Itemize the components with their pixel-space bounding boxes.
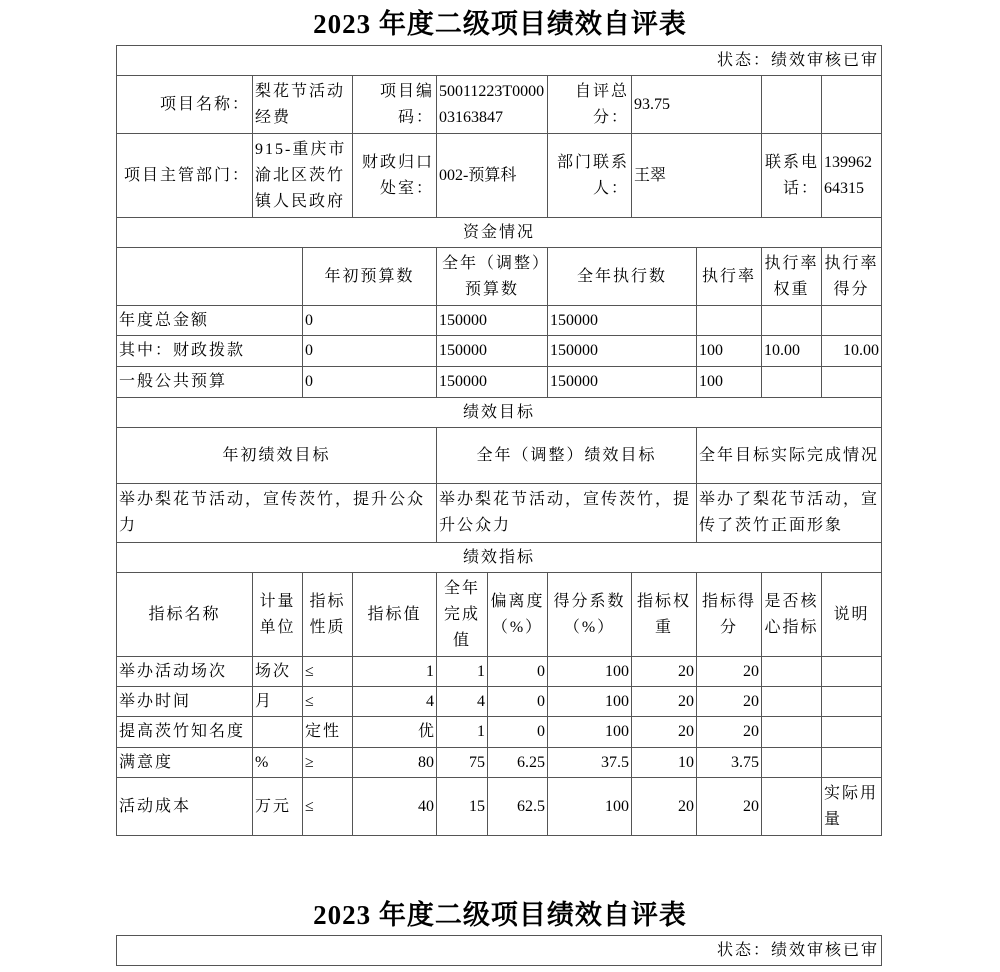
indicator-cell-text: 20 — [743, 797, 759, 815]
funding-header-text: 全年（调整）预算数 — [441, 254, 542, 298]
code-value-text: 50011223T000003163847 — [439, 82, 545, 126]
section-title-funding — [116, 217, 882, 248]
target-header — [696, 427, 882, 484]
code-value — [436, 75, 548, 134]
finance-value-text: 002-预算科 — [439, 166, 517, 184]
indicator-header-text: 全年完成值 — [443, 579, 480, 649]
indicator-cell — [252, 656, 303, 687]
funding-header-text: 年初预算数 — [324, 267, 415, 285]
indicator-cell — [302, 716, 353, 748]
indicator-cell — [252, 777, 303, 836]
indicator-cell-text: 月 — [255, 692, 274, 710]
indicator-header-text: 指标权重 — [636, 592, 691, 636]
finance-label-text: 财政归口处室： — [361, 153, 434, 197]
funding-header-text: 执行率 — [701, 267, 756, 285]
funding-header — [436, 247, 548, 306]
indicator-cell-text: 6.25 — [517, 753, 545, 771]
target-header-text: 全年（调整）绩效目标 — [476, 446, 657, 464]
indicator-header — [631, 572, 697, 657]
indicator-cell-text: 20 — [678, 692, 694, 710]
target-value — [696, 483, 882, 543]
indicator-cell — [302, 686, 353, 717]
indicator-cell-text: 4 — [426, 692, 434, 710]
target-header-text: 年初绩效目标 — [222, 446, 331, 464]
funding-cell-text: 一般公共预算 — [119, 373, 228, 390]
indicator-cell — [761, 716, 822, 748]
indicator-header — [547, 572, 632, 657]
funding-cell — [302, 366, 437, 398]
indicator-cell-text: 场次 — [255, 662, 292, 680]
funding-cell-text: 150000 — [550, 311, 598, 329]
indicator-cell — [547, 686, 632, 717]
funding-cell-text: 年度总金额 — [119, 311, 210, 329]
indicator-cell-text: 100 — [605, 692, 629, 710]
funding-header-text: 执行率权重 — [764, 254, 819, 298]
indicator-header — [252, 572, 303, 657]
indicator-cell-text: 3.75 — [731, 753, 759, 771]
indicator-cell — [631, 686, 697, 717]
section-title-indicators-text: 绩效指标 — [462, 548, 535, 566]
indicator-cell — [696, 686, 762, 717]
indicator-cell-text: 1 — [426, 662, 434, 680]
phone-value-text: 13996264315 — [824, 153, 872, 197]
indicator-header — [116, 572, 253, 657]
funding-cell — [696, 366, 762, 398]
target-value-text: 举办了梨花节活动，宣传了茨竹正面形象 — [699, 491, 880, 534]
funding-cell-text: 10.00 — [764, 342, 800, 359]
indicator-cell — [252, 686, 303, 717]
indicator-cell-text: 20 — [743, 723, 759, 740]
code-label-text: 项目编码： — [379, 82, 434, 126]
target-header — [436, 427, 697, 484]
indicator-cell-text: 20 — [678, 723, 694, 740]
indicator-cell — [436, 656, 488, 687]
indicator-cell-text: ≤ — [305, 662, 316, 680]
indicator-cell-text: ≤ — [305, 692, 316, 710]
indicator-cell — [631, 656, 697, 687]
status-text-text: 状态：绩效审核已审 — [716, 51, 879, 69]
funding-cell-text: 0 — [305, 342, 313, 359]
indicator-header-text: 得分系数（%） — [553, 592, 626, 636]
indicator-cell-text: 100 — [605, 662, 629, 680]
finance-value — [436, 133, 548, 218]
target-value — [436, 483, 697, 543]
indicator-cell — [547, 716, 632, 748]
indicator-cell — [436, 747, 488, 778]
indicator-header-text: 是否核心指标 — [764, 592, 819, 636]
funding-cell — [761, 366, 822, 398]
indicator-cell-text: 举办时间 — [119, 692, 192, 710]
indicator-cell — [352, 686, 437, 717]
indicator-header — [487, 572, 548, 657]
indicator-cell-text: ≤ — [305, 797, 316, 815]
indicator-cell — [761, 686, 822, 717]
indicator-cell — [821, 716, 882, 748]
page-title: 2023 年度二级项目绩效自评表 — [313, 9, 687, 39]
section-title-targets — [116, 397, 882, 428]
indicator-cell-text: % — [255, 753, 271, 771]
indicator-cell — [116, 747, 253, 778]
indicator-cell-text: ≥ — [305, 753, 316, 771]
section-title-targets-text: 绩效目标 — [462, 403, 535, 421]
funding-header — [302, 247, 437, 306]
phone-value — [821, 133, 882, 218]
target-value-text: 举办梨花节活动，宣传茨竹，提升公众力 — [119, 491, 426, 534]
indicator-cell — [352, 777, 437, 836]
indicator-cell-text: 1 — [477, 662, 485, 680]
funding-cell-text: 150000 — [439, 311, 487, 329]
indicator-cell — [436, 777, 488, 836]
funding-header — [547, 247, 697, 306]
indicator-cell — [761, 656, 822, 687]
funding-cell — [116, 366, 303, 398]
status-text — [116, 45, 882, 76]
funding-header-text: 执行率得分 — [824, 254, 879, 298]
indicator-cell — [352, 747, 437, 778]
indicator-cell-text: 1 — [477, 723, 485, 740]
funding-cell-text: 100 — [699, 373, 723, 390]
indicator-cell-text: 提高茨竹知名度 — [119, 723, 246, 740]
indicator-cell-text: 15 — [469, 797, 485, 815]
funding-cell-text: 10.00 — [843, 342, 879, 359]
indicator-header — [696, 572, 762, 657]
indicator-cell-text: 活动成本 — [119, 797, 192, 815]
indicator-cell — [252, 716, 303, 748]
funding-cell — [696, 335, 762, 367]
funding-header-text: 全年执行数 — [576, 267, 667, 285]
indicator-cell — [761, 747, 822, 778]
dept-label — [116, 133, 253, 218]
indicator-cell — [631, 777, 697, 836]
indicator-header-text: 指标值 — [367, 605, 422, 623]
target-value-text: 举办梨花节活动，宣传茨竹，提升公众力 — [439, 491, 692, 534]
indicator-header — [761, 572, 822, 657]
section-title-indicators — [116, 542, 882, 573]
indicator-cell-text: 满意度 — [119, 753, 174, 771]
funding-cell — [547, 366, 697, 398]
contact-value — [631, 133, 762, 218]
dept-label-text: 项目主管部门： — [123, 166, 250, 184]
funding-cell — [696, 305, 762, 336]
code-label — [352, 75, 437, 134]
score-value — [631, 75, 762, 134]
indicator-cell — [352, 656, 437, 687]
indicator-cell — [252, 747, 303, 778]
indicator-header-text: 偏离度（%） — [490, 592, 545, 636]
funding-cell — [547, 335, 697, 367]
phone-label-text: 联系电话： — [764, 153, 819, 197]
indicator-cell — [631, 716, 697, 748]
indicator-header-text: 指标得分 — [701, 592, 756, 636]
score-label — [547, 75, 632, 134]
contact-label — [547, 133, 632, 218]
indicator-cell — [696, 747, 762, 778]
indicator-cell-text: 20 — [678, 662, 694, 680]
contact-value-text: 王翠 — [634, 166, 667, 184]
name-value-text: 梨花节活动经费 — [255, 82, 346, 126]
indicator-cell — [116, 777, 253, 836]
indicator-cell-text: 优 — [417, 723, 434, 740]
indicator-cell-text: 40 — [418, 797, 434, 815]
indicator-cell-text: 80 — [418, 753, 434, 771]
indicator-cell-text: 20 — [743, 692, 759, 710]
indicator-cell — [487, 777, 548, 836]
indicator-cell — [487, 747, 548, 778]
target-header — [116, 427, 437, 484]
indicator-cell — [487, 656, 548, 687]
score-value-text: 93.75 — [634, 95, 670, 113]
indicator-header — [352, 572, 437, 657]
indicator-cell — [116, 656, 253, 687]
funding-cell — [761, 335, 822, 367]
indicator-cell — [821, 777, 882, 836]
indicator-header-text: 说明 — [833, 605, 870, 623]
funding-cell — [116, 335, 303, 367]
indicator-cell — [696, 716, 762, 748]
indicator-cell — [436, 686, 488, 717]
indicator-cell — [631, 747, 697, 778]
indicator-cell — [821, 656, 882, 687]
funding-cell — [302, 335, 437, 367]
indicator-cell — [487, 686, 548, 717]
indicator-cell — [696, 656, 762, 687]
indicator-header-text: 指标名称 — [148, 605, 221, 623]
indicator-header — [436, 572, 488, 657]
indicator-cell-text: 62.5 — [517, 797, 545, 815]
funding-cell — [547, 305, 697, 336]
indicator-cell — [116, 716, 253, 748]
indicator-cell — [696, 777, 762, 836]
funding-cell-text: 150000 — [439, 342, 487, 359]
funding-cell — [436, 366, 548, 398]
score-label-text: 自评总分： — [574, 82, 629, 126]
indicator-cell-text: 实际用量 — [824, 784, 879, 828]
indicator-cell — [821, 686, 882, 717]
finance-label — [352, 133, 437, 218]
indicator-cell — [761, 777, 822, 836]
indicator-cell — [547, 777, 632, 836]
funding-cell — [821, 335, 882, 367]
indicator-cell-text: 万元 — [255, 797, 292, 815]
target-value — [116, 483, 437, 543]
indicator-cell — [302, 777, 353, 836]
indicator-cell-text: 20 — [678, 797, 694, 815]
indicator-cell-text: 4 — [477, 692, 485, 710]
funding-cell — [116, 305, 303, 336]
indicator-cell — [116, 686, 253, 717]
second-status-text-text: 状态：绩效审核已审 — [716, 941, 879, 959]
indicator-cell — [547, 747, 632, 778]
indicator-cell — [436, 716, 488, 748]
funding-cell — [302, 305, 437, 336]
funding-header — [761, 247, 822, 306]
indicator-cell-text: 100 — [605, 797, 629, 815]
funding-cell — [436, 305, 548, 336]
funding-cell-text: 其中：财政拨款 — [119, 342, 246, 359]
funding-cell — [436, 335, 548, 367]
indicator-cell-text: 定性 — [305, 723, 342, 740]
funding-cell-text: 100 — [699, 342, 723, 359]
funding-header — [696, 247, 762, 306]
funding-header — [821, 247, 882, 306]
funding-cell-text: 150000 — [439, 373, 487, 390]
indicator-cell-text: 举办活动场次 — [119, 662, 228, 680]
second-page-title: 2023 年度二级项目绩效自评表 — [313, 900, 687, 930]
indicator-cell — [487, 716, 548, 748]
funding-cell — [821, 366, 882, 398]
indicator-cell-text: 37.5 — [601, 753, 629, 771]
indicator-cell-text: 0 — [537, 692, 545, 710]
funding-cell — [761, 305, 822, 336]
target-header-text: 全年目标实际完成情况 — [699, 446, 880, 464]
indicator-cell — [547, 656, 632, 687]
contact-label-text: 部门联系人： — [556, 153, 629, 197]
indicator-cell-text: 0 — [537, 662, 545, 680]
dept-value-text: 915-重庆市渝北区茨竹镇人民政府 — [255, 140, 347, 210]
section-title-funding-text: 资金情况 — [462, 223, 535, 241]
empty-cell — [761, 75, 822, 134]
name-label — [116, 75, 253, 134]
dept-value — [252, 133, 353, 218]
second-status-text — [116, 935, 882, 966]
indicator-cell-text: 20 — [743, 662, 759, 680]
indicator-cell — [821, 747, 882, 778]
funding-cell — [821, 305, 882, 336]
phone-label — [761, 133, 822, 218]
empty-cell — [821, 75, 882, 134]
funding-cell-text: 0 — [305, 373, 313, 390]
indicator-cell — [302, 747, 353, 778]
indicator-cell-text: 10 — [678, 753, 694, 771]
indicator-header — [821, 572, 882, 657]
name-label-text: 项目名称： — [159, 95, 250, 113]
indicator-header-text: 指标性质 — [309, 592, 346, 636]
funding-cell-text: 150000 — [550, 373, 598, 390]
indicator-header-text: 计量单位 — [259, 592, 296, 636]
indicator-cell — [352, 716, 437, 748]
empty-cell — [116, 247, 303, 306]
indicator-cell-text: 100 — [605, 723, 629, 740]
funding-cell-text: 150000 — [550, 342, 598, 359]
indicator-cell-text: 0 — [537, 723, 545, 740]
indicator-cell — [302, 656, 353, 687]
indicator-header — [302, 572, 353, 657]
funding-cell-text: 0 — [305, 311, 313, 329]
indicator-cell-text: 75 — [469, 753, 485, 771]
name-value — [252, 75, 353, 134]
